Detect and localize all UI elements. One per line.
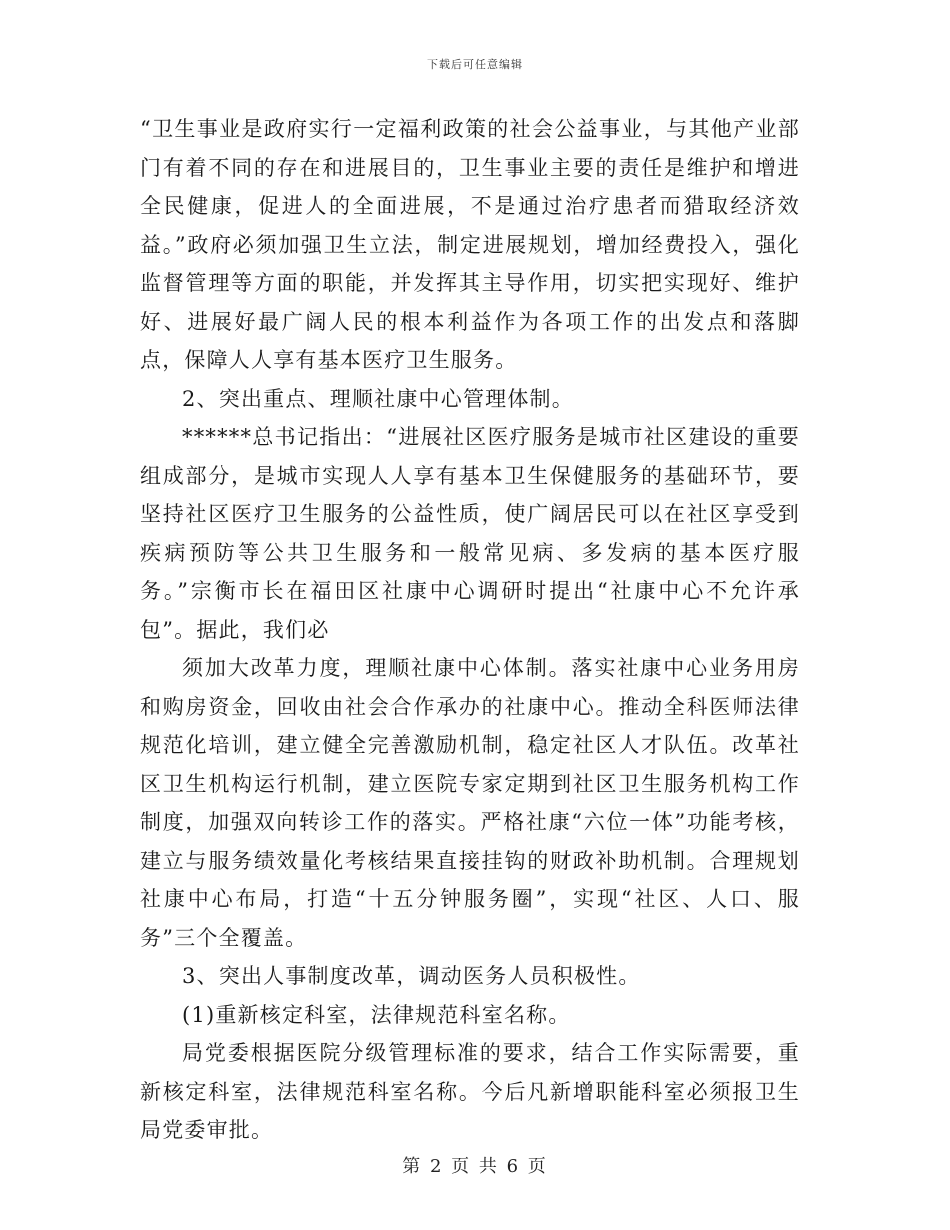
paragraph-2-heading: 2、突出重点、理顺社康中心管理体制。: [182, 386, 574, 411]
paragraph-5-heading: 3、突出人事制度改革，调动医务人员积极性。: [182, 964, 641, 988]
page-footer: 第 2 页 共 6 页: [402, 1156, 548, 1177]
paragraph-6-subheading: (1)重新核定科室，法律规范科室名称。: [182, 1002, 571, 1027]
paragraph-1: “卫生事业是政府实行一定福利政策的社会公益事业，与其他产业部门有着不同的存在和进展目的，卫生事业主要的责任是维护和增进全民健康，促进人的全面进展，不是通过治疗患者而猎取经济效益。”政府必须加强卫生立法，制定进展规划，增加经费投入，强化监督管理等方面的职能，并发挥其主导作用，切实把实现好、维护好、进展好最广阔人民的根本利益作为各项工作的出发点和落脚点，保障人人享有基本医疗卫生服务。: [140, 117, 800, 372]
document-body: [140, 110, 800, 1150]
paragraph-7: 局党委根据医院分级管理标准的要求，结合工作实际需要，重新核定科室，法律规范科室名称。今后凡新增职能科室必须报卫生局党委审批。: [140, 1041, 800, 1142]
paragraph-3: ******总书记指出：“进展社区医疗服务是城市社区建设的重要组成部分，是城市实现人人享有基本卫生保健服务的基础环节，要坚持社区医疗卫生服务的公益性质，使广阔居民可以在社区享受到疾病预防等公共卫生服务和一般常见病、多发病的基本医疗服务。”宗衡市长在福田区社康中心调研时提出“社康中心不允许承包”。据此，我们必: [140, 425, 800, 642]
paragraph-4: 须加大改革力度，理顺社康中心体制。落实社康中心业务用房和购房资金，回收由社会合作承办的社康中心。推动全科医师法律规范化培训，建立健全完善激励机制，稳定社区人才队伍。改革社区卫生机构运行机制，建立医院专家定期到社区卫生服务机构工作制度，加强双向转诊工作的落实。严格社康“六位一体”功能考核，建立与服务绩效量化考核结果直接挂钩的财政补助机制。合理规划社康中心布局，打造“十五分钟服务圈”，实现“社区、人口、服务”三个全覆盖。: [140, 656, 800, 950]
page-header: 下载后可任意编辑: [427, 58, 523, 71]
